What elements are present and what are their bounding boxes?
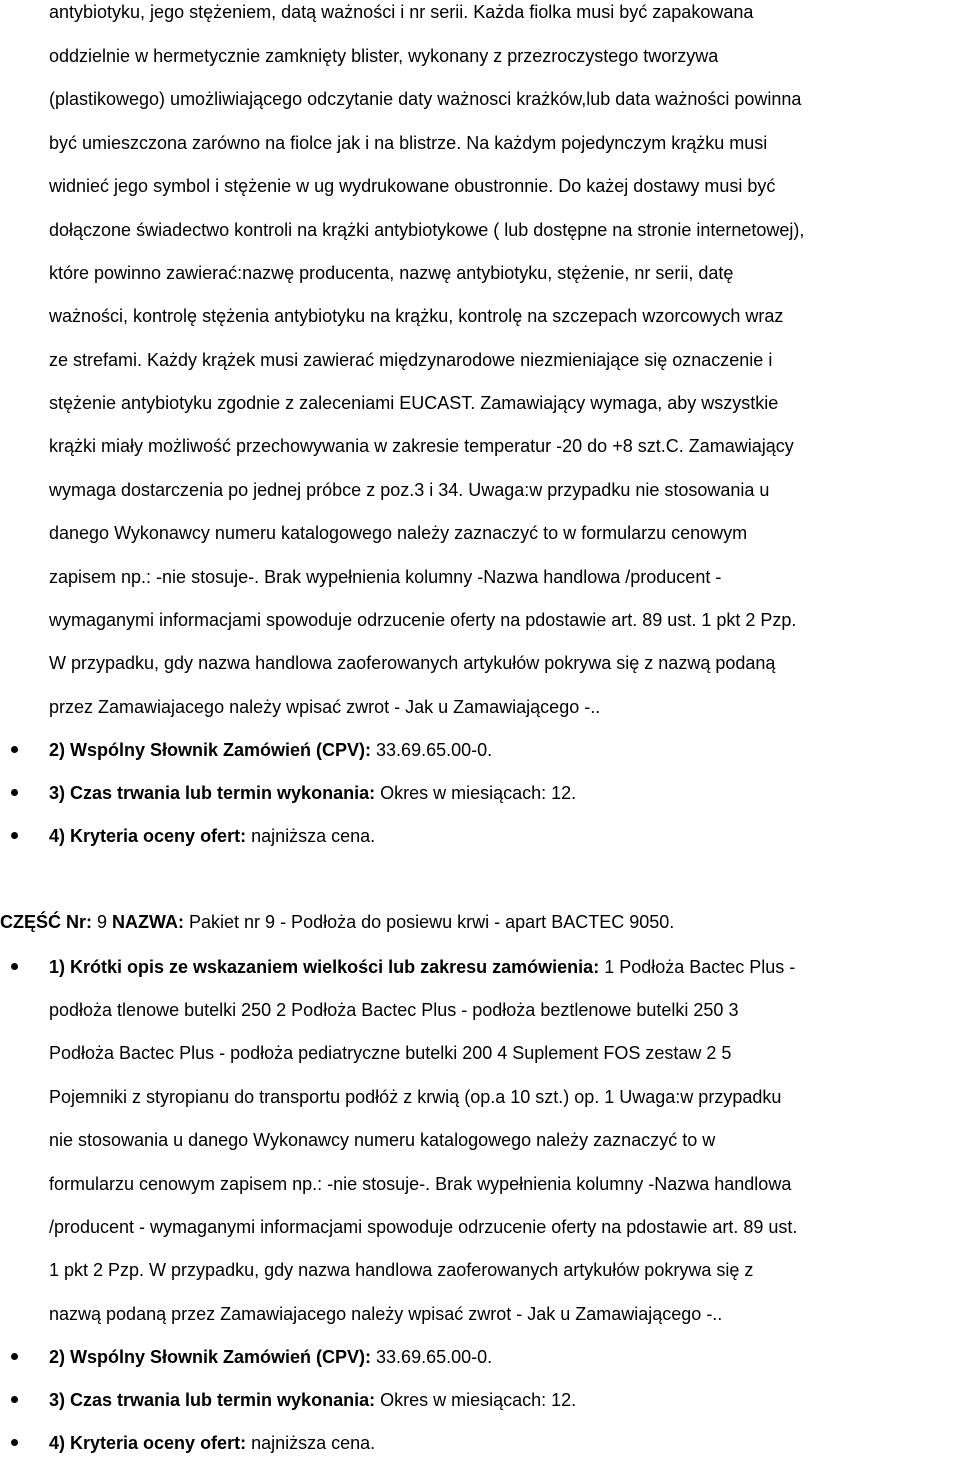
list-item-duration [49,1389,576,1411]
text-line: Pojemniki z styropianu do transportu podłóż z krwią (op.a 10 szt.) op. 1 Uwaga:w przypadku [49,1087,782,1107]
bullet-icon [11,789,18,796]
text-line: widnieć jego symbol i stężenie w ug wydrukowane obustronnie. Do każej dostawy musi być [49,176,776,196]
item-value: Okres w miesiącach: 12. [375,783,577,803]
list-item-criteria [49,1432,375,1454]
bullet-icon [11,1439,18,1446]
text-line: wymaganymi informacjami spowoduje odrzucenie oferty na pdostawie art. 89 ust. 1 pkt 2 Pzp. [49,610,797,630]
text-line: danego Wykonawcy numeru katalogowego należy zaznaczyć to w formularzu cenowym [49,523,748,543]
text-line: stężenie antybiotyku zgodnie z zaleceniami EUCAST. Zamawiający wymaga, aby wszystkie [49,393,779,413]
part-name: Pakiet nr 9 - Podłoża do posiewu krwi - apart BACTEC 9050. [184,912,675,932]
list-item-criteria [49,825,375,847]
text-line: które powinno zawierać:nazwę producenta, nazwę antybiotyku, stężenie, nr serii, datę [49,263,734,283]
item-label: 2) Wspólny Słownik Zamówień (CPV): [49,1347,372,1367]
text-line: Podłoża Bactec Plus - podłoża pediatryczne butelki 200 4 Suplement FOS zestaw 2 5 [49,1043,732,1063]
list-item-cpv [49,1346,492,1368]
item-value: 33.69.65.00-0. [371,740,493,760]
text-line: 1 pkt 2 Pzp. W przypadku, gdy nazwa handlowa zaoferowanych artykułów pokrywa się z [49,1260,754,1280]
text-line: /producent - wymaganymi informacjami spowoduje odrzucenie oferty na pdostawie art. 89 ust. [49,1217,798,1237]
text-line: (plastikowego) umożliwiającego odczytanie daty ważnosci krażków,lub data ważności powinna [49,89,802,109]
item-value: Okres w miesiącach: 12. [375,1390,577,1410]
text-line: dołączone świadectwo kontroli na krążki antybiotykowe ( lub dostępne na stronie internetowej), [49,220,805,240]
item-label: 3) Czas trwania lub termin wykonania: [49,1390,376,1410]
item-label: 2) Wspólny Słownik Zamówień (CPV): [49,740,372,760]
text-line: krążki miały możliwość przechowywania w zakresie temperatur -20 do +8 szt.C. Zamawiający [49,436,794,456]
bullet-icon [11,746,18,753]
item-value: 33.69.65.00-0. [371,1347,493,1367]
text-line: antybiotyku, jego stężeniem, datą ważności i nr serii. Każda fiolka musi być zapakowana [49,2,754,22]
text-line: przez Zamawiajacego należy wpisać zwrot - Jak u Zamawiającego -.. [49,697,601,717]
text-line: być umieszczona zarówno na fiolce jak i na blistrze. Na każdym pojedynczym krążku musi [49,133,768,153]
text-line: zapisem np.: -nie stosuje-. Brak wypełnienia kolumny -Nazwa handlowa /producent - [49,567,722,587]
part-heading [0,911,674,933]
text-line: podłoża tlenowe butelki 250 2 Podłoża Bactec Plus - podłoża beztlenowe butelki 250 3 [49,1000,739,1020]
list-item-description [49,956,795,978]
item-value: najniższa cena. [246,1433,376,1453]
text-line: wymaga dostarczenia po jednej próbce z poz.3 i 34. Uwaga:w przypadku nie stosowania u [49,480,770,500]
part-name-label: NAZWA: [112,912,185,932]
item-label: 4) Kryteria oceny ofert: [49,1433,247,1453]
text-line: ważności, kontrolę stężenia antybiotyku na krążku, kontrolę na szczepach wzorcowych wraz [49,306,784,326]
item-label: 1) Krótki opis ze wskazaniem wielkości lub zakresu zamówienia: [49,957,600,977]
text-line: nie stosowania u danego Wykonawcy numeru katalogowego należy zaznaczyć to w [49,1130,716,1150]
part-label: CZĘŚĆ Nr: [0,912,93,932]
bullet-icon [11,1396,18,1403]
bullet-icon [11,963,18,970]
item-value: 1 Podłoża Bactec Plus - [599,957,796,977]
text-line: formularzu cenowym zapisem np.: -nie stosuje-. Brak wypełnienia kolumny -Nazwa handlowa [49,1174,792,1194]
text-line: W przypadku, gdy nazwa handlowa zaoferowanych artykułów pokrywa się z nazwą podaną [49,653,776,673]
bullet-icon [11,1353,18,1360]
item-label: 4) Kryteria oceny ofert: [49,826,247,846]
list-item-duration [49,782,576,804]
bullet-icon [11,832,18,839]
text-line: ze strefami. Każdy krążek musi zawierać międzynarodowe niezmieniające się oznaczenie i [49,350,773,370]
part-number: 9 [92,912,113,932]
list-item-cpv [49,739,492,761]
item-value: najniższa cena. [246,826,376,846]
text-line: oddzielnie w hermetycznie zamknięty blister, wykonany z przezroczystego tworzywa [49,46,719,66]
item-label: 3) Czas trwania lub termin wykonania: [49,783,376,803]
text-line: nazwą podaną przez Zamawiajacego należy wpisać zwrot - Jak u Zamawiającego -.. [49,1304,723,1324]
